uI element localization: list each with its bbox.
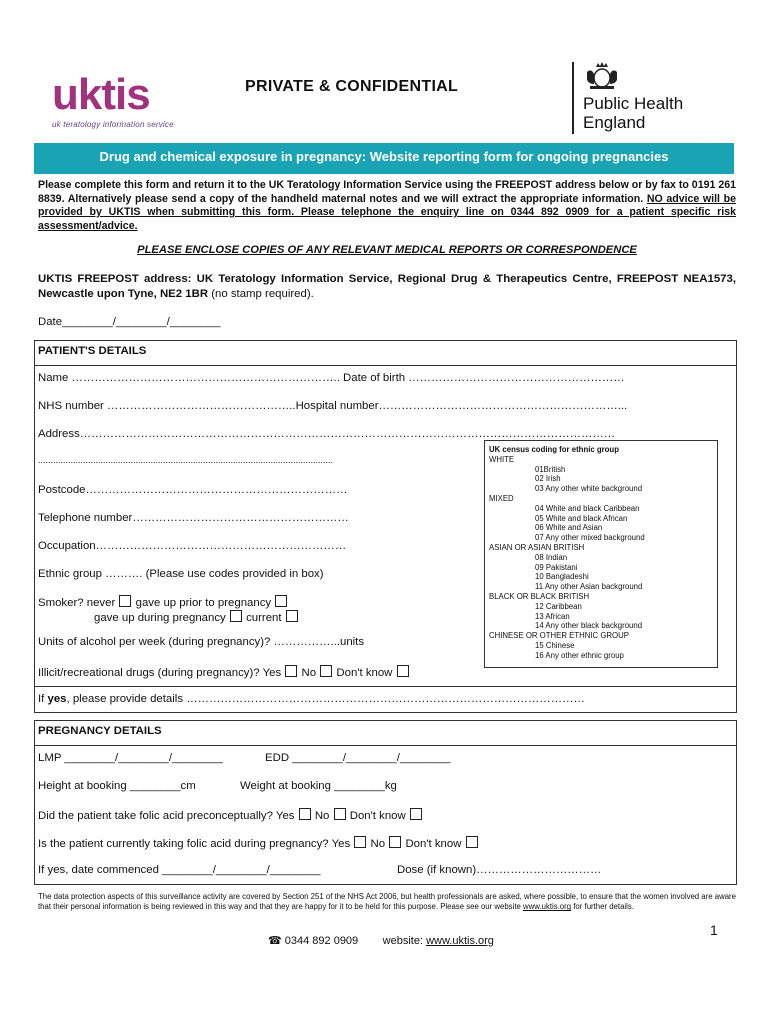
weight-field[interactable]: Weight at booking ________kg [240,780,397,792]
ethnic-item: 03 Any other white background [535,484,643,494]
footer-website-label: website: [382,935,423,947]
ethnic-item: 15 Chinese [535,640,575,650]
smoker-current-label: current [246,612,282,624]
drugs-dont-know-label: Don't know [336,667,393,679]
edd-field[interactable]: EDD ________/________/________ [265,752,451,764]
address-field[interactable]: Address…………………………………………………………………………………………………………………………… [38,428,616,440]
folic-now-yes-checkbox[interactable] [354,836,366,848]
folic-pre-dont-know-label: Don't know [349,810,406,822]
alcohol-field[interactable]: Units of alcohol per week (during pregnancy)? ……………...units [38,636,365,648]
enclose-note: PLEASE ENCLOSE COPIES OF ANY RELEVANT MEDICAL REPORTS OR CORRESPONDENCE [137,244,637,256]
ethnic-item: 04 White and black Caribbean [535,503,640,513]
smoker-never-checkbox[interactable] [119,595,131,607]
ethnic-item: 07 Any other mixed background [535,533,645,543]
uktis-logo [52,72,202,132]
folic-now-row [38,836,479,850]
folic-now-dont-know-checkbox[interactable] [466,836,478,848]
details-rest: , please provide details …………………………………………………………………………………………… [66,693,585,705]
ethnic-item: 02 Irish [535,474,561,484]
folic-pre-label: Did the patient take folic acid preconceptually? [38,810,273,822]
ethnic-group-mixed: MIXED [489,493,514,503]
telephone-field[interactable]: Telephone number………………………………………………… [38,512,349,524]
royal-crest-icon [585,62,619,90]
ethnic-group-black: BLACK OR BLACK BRITISH [489,591,590,601]
dose-field[interactable]: Dose (if known)…………………………… [397,864,602,876]
ethnic-item: 05 White and black African [535,513,628,523]
details-yes: yes [47,693,67,705]
ethnic-item: 16 Any other ethnic group [535,650,624,660]
ethnic-group-white: WHITE [489,454,515,464]
drug-details-field[interactable] [38,693,585,705]
smoker-current-checkbox[interactable] [286,610,298,622]
freepost-plain: (no stamp required). [208,288,314,300]
intro-text: Please complete this form and return it to the UK Teratology Information Service using the FREEPOST address below or by fax to 0191 261 8839. Alternatively please send a copy of the handheld maternal notes and we will extract the appropriate information. [38,179,736,205]
smoker-row-2 [94,610,299,624]
nhs-number-field[interactable]: NHS number …………………………………………..Hospital number………………………………………………………... [38,400,628,412]
phone-icon: ☎ [268,935,282,947]
ethnic-item: 10 Bangladeshi [535,572,589,582]
lmp-field[interactable]: LMP ________/________/________ [38,752,223,764]
form-banner: Drug and chemical exposure in pregnancy: Website reporting form for ongoing pregnancies [34,143,734,174]
ethnic-group-field[interactable]: Ethnic group ………. (Please use codes provided in box) [38,568,324,580]
logo-word: uktis [52,70,150,119]
patient-name-field[interactable]: Name …………………………………………………………….. Date of birth ………………………………………………… [38,372,625,384]
ethnic-item: 12 Caribbean [535,601,582,611]
freepost-address [38,272,736,302]
page-number: 1 [710,922,718,938]
ethnic-group-chinese-other: CHINESE OR OTHER ETHNIC GROUP [489,631,629,641]
folic-pre-no-checkbox[interactable] [334,808,346,820]
ethnic-item: 13 African [535,611,570,621]
smoker-gave-prior-checkbox[interactable] [275,595,287,607]
phe-divider [572,62,574,134]
logo-tagline: uk teratology information service [52,120,174,129]
smoker-gave-during-checkbox[interactable] [230,610,242,622]
ethnic-coding-box [484,440,718,668]
drugs-dont-know-checkbox[interactable] [397,665,409,677]
drugs-no-checkbox[interactable] [320,665,332,677]
ethnic-item: 14 Any other black background [535,621,643,631]
patient-heading: PATIENT'S DETAILS [35,341,736,366]
drugs-label: Illicit/recreational drugs (during pregnancy)? [38,667,260,679]
ethnic-item: 01British [535,464,566,474]
height-field[interactable]: Height at booking ________cm [38,780,196,792]
folic-now-dont-know-label: Don't know [405,838,462,850]
drugs-yes-checkbox[interactable] [285,665,297,677]
drugs-row [38,665,410,679]
folic-pre-yes-label: Yes [275,810,295,822]
confidential-title: PRIVATE & CONFIDENTIAL [245,78,459,95]
data-protection-note [38,892,736,913]
footnote-link[interactable]: www.uktis.org [522,902,572,912]
folic-now-label: Is the patient currently taking folic acid during pregnancy? [38,838,329,850]
footer-phone: 0344 892 0909 [284,935,359,947]
smoker-label: Smoker? [38,597,84,609]
smoker-row [38,595,288,609]
ethnic-item: 11 Any other Asian background [535,582,643,592]
footnote-after: for further details. [571,902,634,912]
postcode-field[interactable]: Postcode…………………………………………………………… [38,484,348,496]
intro-paragraph [38,179,736,233]
freepost-bold: UKTIS FREEPOST address: UK Teratology Information Service, Regional Drug & Therapeutics Centre, FREEPOST NEA1573, Newcastle upon Tyne, NE2 1BR [38,273,736,300]
folic-pre-no-label: No [314,810,330,822]
pregnancy-heading: PREGNANCY DETAILS [35,721,736,746]
folic-now-no-label: No [370,838,386,850]
folic-pre-yes-checkbox[interactable] [299,808,311,820]
ethnic-item: 09 Pakistani [535,562,578,572]
address-line2-field[interactable]: ...................................................................................................................... [38,455,334,465]
phe-wordmark [583,94,683,132]
patient-divider [35,686,736,687]
footer-website-link[interactable]: www.uktis.org [426,935,494,947]
date-field[interactable]: Date________/________/________ [38,316,221,328]
smoker-gave-during-label: gave up during pregnancy [94,612,226,624]
folic-now-no-checkbox[interactable] [389,836,401,848]
footnote-text: The data protection aspects of this surveillance activity are covered by Section 251 of the NHS Act 2006, but health professionals are asked, where possible, to ensure that the women involved are aware that their personal information is being reviewed in this way and that they are happy for it to be held for this purpose. Please see our website [38,892,736,912]
ethnic-group-asian: ASIAN OR ASIAN BRITISH [489,542,585,552]
pregnancy-details-box [34,720,737,885]
intro-no-advice: NO advice will be provided by UKTIS when submitting this form. Please telephone the enquiry line on 0344 892 0909 for a patient specific risk assessment/advice. [38,192,736,232]
details-prefix: If [38,693,48,705]
ethnic-item: 06 White and Asian [535,523,603,533]
ethnic-box-title: UK census coding for ethnic group [489,445,619,454]
ethnic-item: 08 Indian [535,552,568,562]
folic-pre-row [38,808,423,822]
occupation-field[interactable]: Occupation………………………………………………………… [38,540,347,552]
smoker-never-label: never [86,597,116,609]
folic-pre-dont-know-checkbox[interactable] [410,808,422,820]
smoker-gave-prior-label: gave up prior to pregnancy [135,597,272,609]
footer [268,934,494,947]
phe-line1: Public Health [583,94,684,113]
drugs-yes-label: Yes [262,667,282,679]
commenced-field[interactable]: If yes, date commenced ________/________/________ [38,864,321,876]
phe-line2: England [583,113,646,132]
drugs-no-label: No [301,667,317,679]
folic-now-yes-label: Yes [331,838,351,850]
